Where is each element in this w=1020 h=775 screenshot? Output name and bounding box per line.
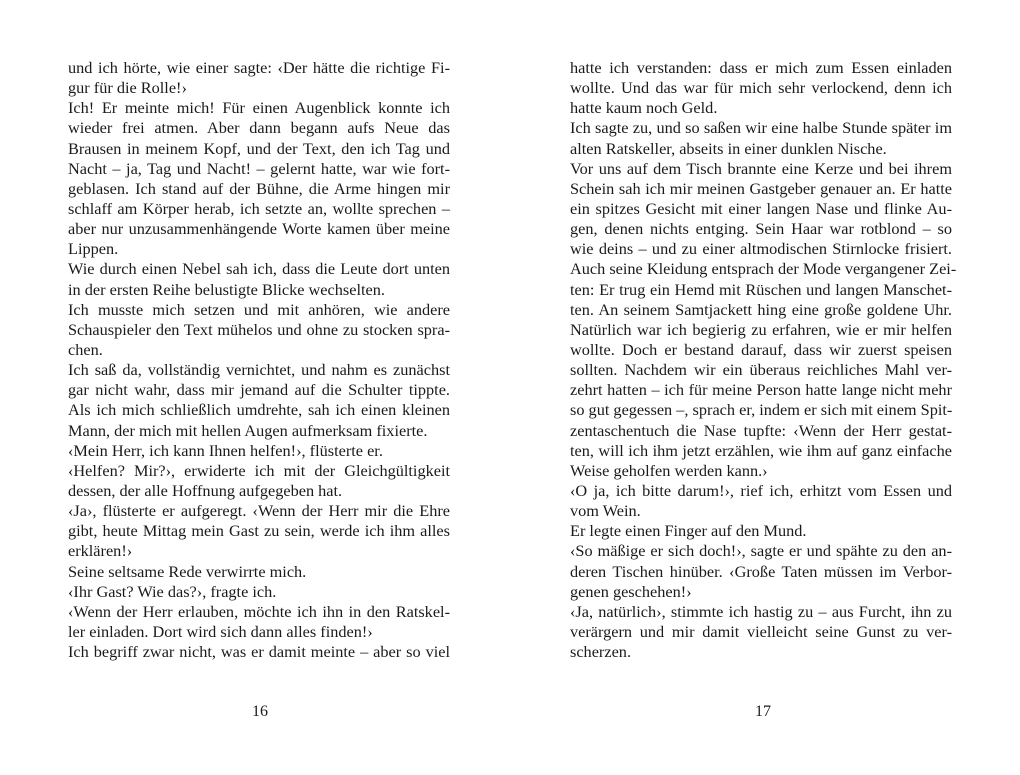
page-number-right: 17 — [755, 703, 771, 720]
text-line: erklären!› — [68, 541, 133, 561]
text-line: Ich! Er meinte mich! Für einen Augenblick konnte ich — [68, 98, 450, 118]
text-line: verärgern und mir damit vielleicht seine Gunst zu ver- — [570, 621, 952, 641]
right-page-text — [570, 58, 957, 662]
text-line: ‹So mäßige er sich doch!›, sagte er und spähte zu den an- — [570, 541, 952, 561]
text-line: ‹Helfen? Mir?›, erwiderte ich mit der Gleichgültigkeit — [68, 460, 450, 480]
text-line: hatte kaum noch Geld. — [570, 98, 718, 118]
text-line: vom Wein. — [570, 501, 641, 521]
text-line: ‹Ja, natürlich›, stimmte ich hastig zu – aus Furcht, ihn zu — [570, 601, 952, 621]
text-line: wie deins – und zu einer altmodischen Stirnlocke frisiert. — [570, 239, 952, 259]
text-line: Schein sah ich mir meinen Gastgeber genauer an. Er hatte — [570, 178, 952, 198]
text-line: Weise geholfen werden kann.› — [570, 460, 768, 480]
text-line: Ich begriff zwar nicht, was er damit meinte – aber so viel — [68, 642, 450, 662]
text-line: gen, denen nichts entging. Sein Haar war rotblond – so — [570, 219, 952, 239]
text-line: aber nur unzusammenhängende Worte kamen über meine — [68, 219, 450, 239]
text-line: Ich musste mich setzen und mit anhören, wie andere — [68, 299, 450, 319]
text-line: gur für die Rolle!› — [68, 78, 187, 98]
text-line: Ich saß da, vollständig vernichtet, und nahm es zunächst — [68, 360, 450, 380]
text-line: sollten. Nachdem wir ein überaus reichliches Mahl ver- — [570, 360, 952, 380]
text-line: hatte ich verstanden: dass er mich zum Essen einladen — [570, 58, 952, 77]
text-line: ‹Ja›, flüsterte er aufgeregt. ‹Wenn der Herr mir die Ehre — [68, 501, 450, 521]
text-line: geblasen. Ich stand auf der Bühne, die Arme hingen mir — [68, 178, 450, 198]
text-line: alten Ratskeller, abseits in einer dunklen Nische. — [570, 138, 887, 158]
text-line: schlaff am Körper herab, ich setzte an, wollte sprechen – — [68, 198, 450, 218]
text-line: Natürlich war ich begierig zu erfahren, wie er mir helfen — [570, 319, 952, 339]
text-line: Lippen. — [68, 239, 119, 259]
page-number-left: 16 — [252, 703, 268, 720]
text-line: wieder frei atmen. Aber dann begann aufs Neue das — [68, 118, 450, 138]
text-line: und ich hörte, wie einer sagte: ‹Der hätte die richtige Fi- — [68, 58, 450, 77]
text-line: scherzen. — [570, 642, 632, 662]
left-page-text — [68, 58, 450, 662]
text-line: Vor uns auf dem Tisch brannte eine Kerze und bei ihrem — [570, 158, 952, 178]
text-line: wollte. Doch er bestand darauf, dass wir zuerst speisen — [570, 339, 952, 359]
text-line: ‹Mein Herr, ich kann Ihnen helfen!›, flüsterte er. — [68, 440, 383, 460]
text-line: Mann, der mich mit hellen Augen aufmerksam fixierte. — [68, 420, 428, 440]
text-line: Auch seine Kleidung entsprach der Mode vergangener Zei- — [570, 259, 957, 279]
text-line: Schauspieler den Text mühelos und ohne zu stocken spra- — [68, 319, 450, 339]
text-line: gibt, heute Mittag mein Gast zu sein, werde ich ihm alles — [68, 521, 450, 541]
text-line: ten. An seinem Samtjackett hing eine große goldene Uhr. — [570, 299, 952, 319]
text-line: Er legte einen Finger auf den Mund. — [570, 521, 807, 541]
text-line: Als ich mich schließlich umdrehte, sah ich einen kleinen — [68, 400, 450, 420]
text-line: deren Tischen hinüber. ‹Große Taten müssen im Verbor- — [570, 561, 952, 581]
text-line: ‹Ihr Gast? Wie das?›, fragte ich. — [68, 581, 277, 601]
text-line: ‹O ja, ich bitte darum!›, rief ich, erhitzt vom Essen und — [570, 480, 952, 500]
text-line: ten, will ich ihm jetzt erzählen, wie ihm auf ganz einfache — [570, 440, 952, 460]
text-line: ten: Er trug ein Hemd mit Rüschen und langen Manschet- — [570, 279, 952, 299]
text-line: gar nicht wahr, dass mir jemand auf die Schulter tippte. — [68, 380, 450, 400]
text-line: ‹Wenn der Herr erlauben, möchte ich ihn in den Ratskel- — [68, 601, 450, 621]
text-line: so gut gegessen –, sprach er, indem er sich mit einem Spit- — [570, 400, 953, 420]
text-line: zehrt hatten – ich für meine Person hatte lange nicht mehr — [570, 380, 952, 400]
text-line: ein spitzes Gesicht mit einer langen Nase und flinke Au- — [570, 198, 952, 218]
text-line: dessen, der alle Hoffnung aufgegeben hat. — [68, 480, 343, 500]
text-line: Nacht – ja, Tag und Nacht! – gelernt hatte, war wie fort- — [68, 158, 450, 178]
text-line: genen geschehen!› — [570, 581, 692, 601]
text-line: Brausen in meinem Kopf, und der Text, den ich Tag und — [68, 138, 450, 158]
text-line: ler einladen. Dort wird sich dann alles finden!› — [68, 621, 373, 641]
text-line: Wie durch einen Nebel sah ich, dass die Leute dort unten — [68, 259, 450, 279]
text-line: in der ersten Reihe belustigte Blicke wechselten. — [68, 279, 385, 299]
text-line: Seine seltsame Rede verwirrte mich. — [68, 561, 307, 581]
text-line: chen. — [68, 339, 103, 359]
text-line: zentaschentuch die Nase tupfte: ‹Wenn der Herr gestat- — [570, 420, 952, 440]
text-line: Ich sagte zu, und so saßen wir eine halbe Stunde später im — [570, 118, 952, 138]
text-line: wollte. Und das war für mich sehr verlockend, denn ich — [570, 78, 952, 98]
right-page — [510, 0, 1020, 775]
